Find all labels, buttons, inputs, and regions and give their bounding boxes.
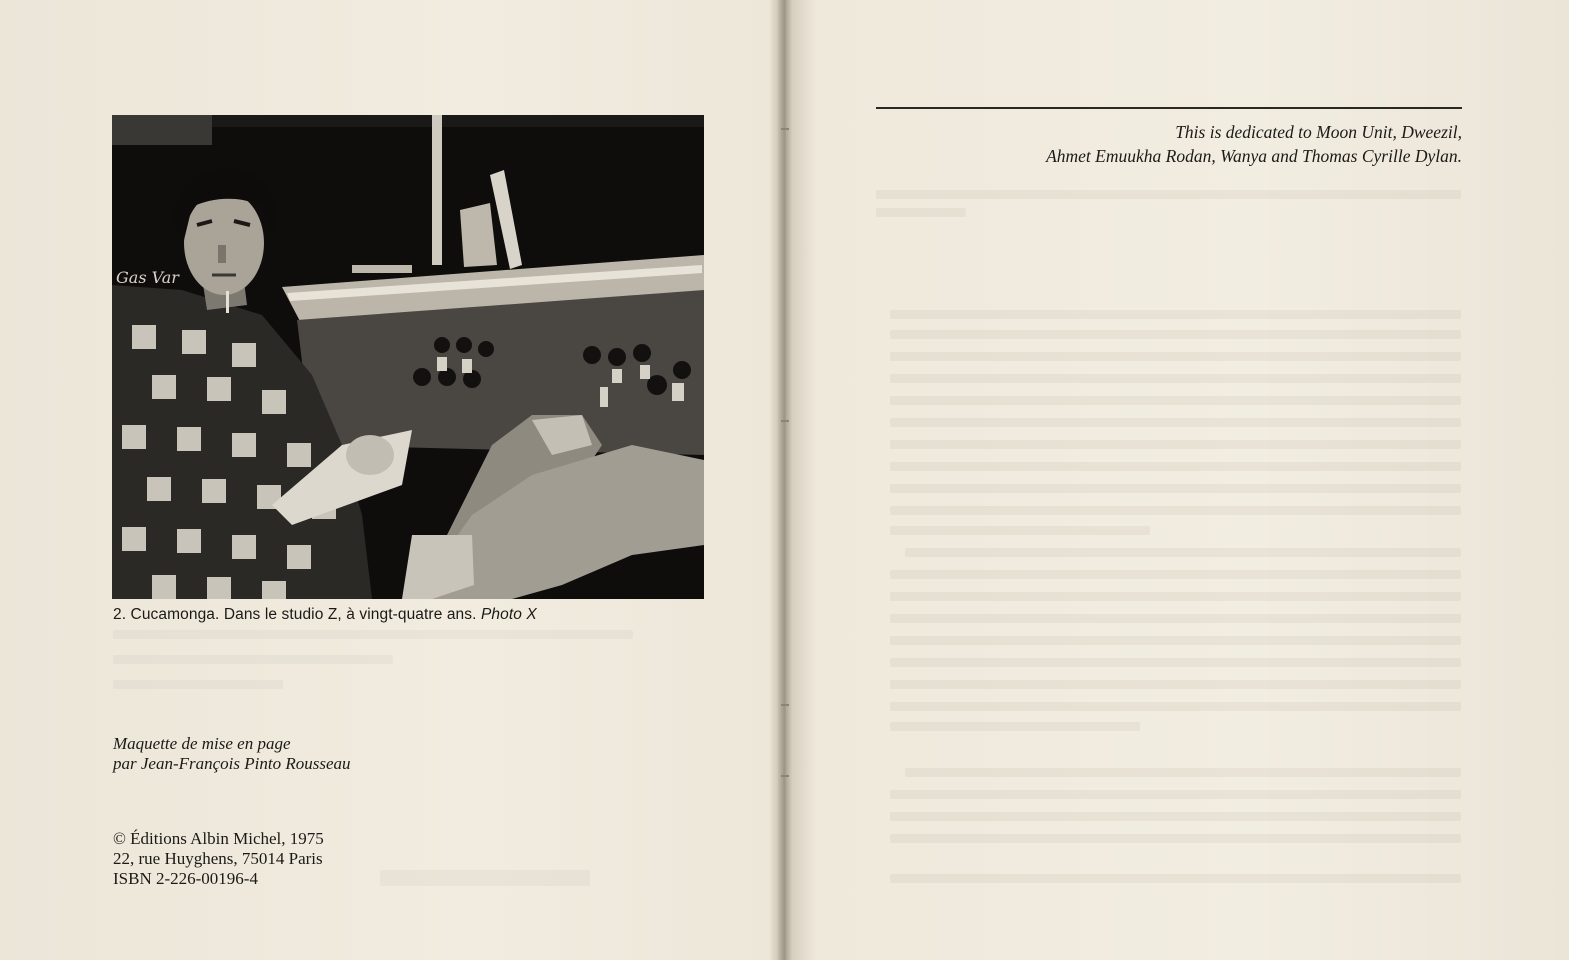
copyright-line: © Éditions Albin Michel, 1975 [113,829,324,848]
dedication-line-2: Ahmet Emuukha Rodan, Wanya and Thomas Cyrille Dylan. [1046,146,1462,166]
layout-credit-line-1: Maquette de mise en page [113,734,291,753]
isbn: ISBN 2-226-00196-4 [113,869,258,888]
photo-caption [113,606,733,624]
studio-photograph [112,115,704,599]
header-rule [876,107,1462,109]
photo-credit: Photo X [480,606,537,623]
photo-caption-text: 2. Cucamonga. Dans le studio Z, à vingt-quatre ans. [113,606,477,623]
binding-stitch [781,420,789,422]
layout-credit-line-2: par Jean-François Pinto Rousseau [113,754,351,773]
bleed-through [113,680,283,689]
copyright-block [113,829,324,889]
binding-stitch [781,704,789,706]
book-gutter [778,0,792,960]
binding-stitch [781,775,789,777]
layout-credit [113,734,351,774]
bleed-through [113,630,633,639]
dedication [1046,120,1462,168]
left-page [0,0,783,960]
publisher-address: 22, rue Huyghens, 75014 Paris [113,849,323,868]
bleed-through [380,870,590,886]
bleed-through [113,655,393,664]
svg-text:Gas Var: Gas Var [116,268,179,287]
binding-stitch [781,128,789,130]
dedication-line-1: This is dedicated to Moon Unit, Dweezil, [1175,122,1462,142]
